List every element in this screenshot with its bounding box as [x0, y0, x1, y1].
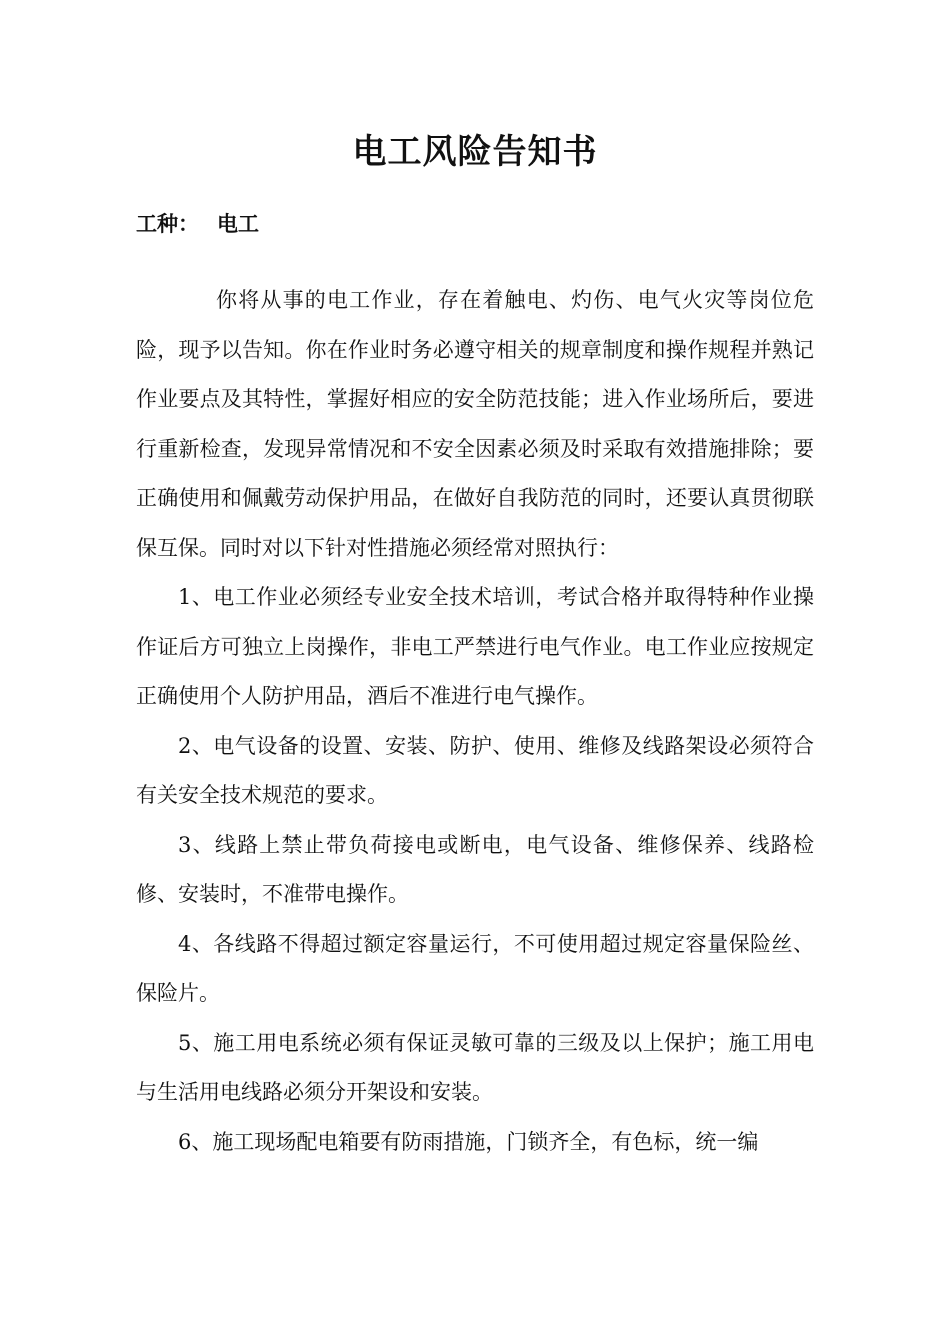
job-type-value: 电工	[217, 211, 259, 236]
rule-item-2: 2、电气设备的设置、安装、防护、使用、维修及线路架设必须符合有关安全技术规范的要求。	[136, 733, 814, 807]
rule-item-4: 4、各线路不得超过额定容量运行，不可使用超过规定容量保险丝、保险片。	[136, 931, 814, 1005]
job-type-label: 工种：	[136, 211, 199, 236]
rule-item-6: 6、施工现场配电箱要有防雨措施，门锁齐全，有色标，统一编	[178, 1129, 759, 1154]
rule-item-5: 5、施工用电系统必须有保证灵敏可靠的三级及以上保护；施工用电与生活用电线路必须分开架设和安装。	[136, 1030, 814, 1104]
rule-item-1: 1、电工作业必须经专业安全技术培训，考试合格并取得特种作业操作证后方可独立上岗操作，非电工严禁进行电气作业。电工作业应按规定正确使用个人防护用品，酒后不准进行电气操作。	[136, 585, 814, 708]
intro-paragraph: 你将从事的电工作业，存在着触电、灼伤、电气火灾等岗位危险，现予以告知。你在作业时务必遵守相关的规章制度和操作规程并熟记作业要点及其特性，掌握好相应的安全防范技能；进入作业场所后，要进行重新检查，发现异常情况和不安全因素必须及时采取有效措施排除；要正确使用和佩戴劳动保护用品，在做好自我防范的同时，还要认真贯彻联保互保。同时对以下针对性措施必须经常对照执行：	[136, 288, 814, 560]
rule-item-3: 3、线路上禁止带负荷接电或断电，电气设备、维修保养、线路检修、安装时，不准带电操作。	[136, 832, 814, 906]
job-type-line	[136, 208, 259, 240]
document-title: 电工风险告知书	[352, 132, 598, 172]
document-body	[136, 276, 814, 1167]
